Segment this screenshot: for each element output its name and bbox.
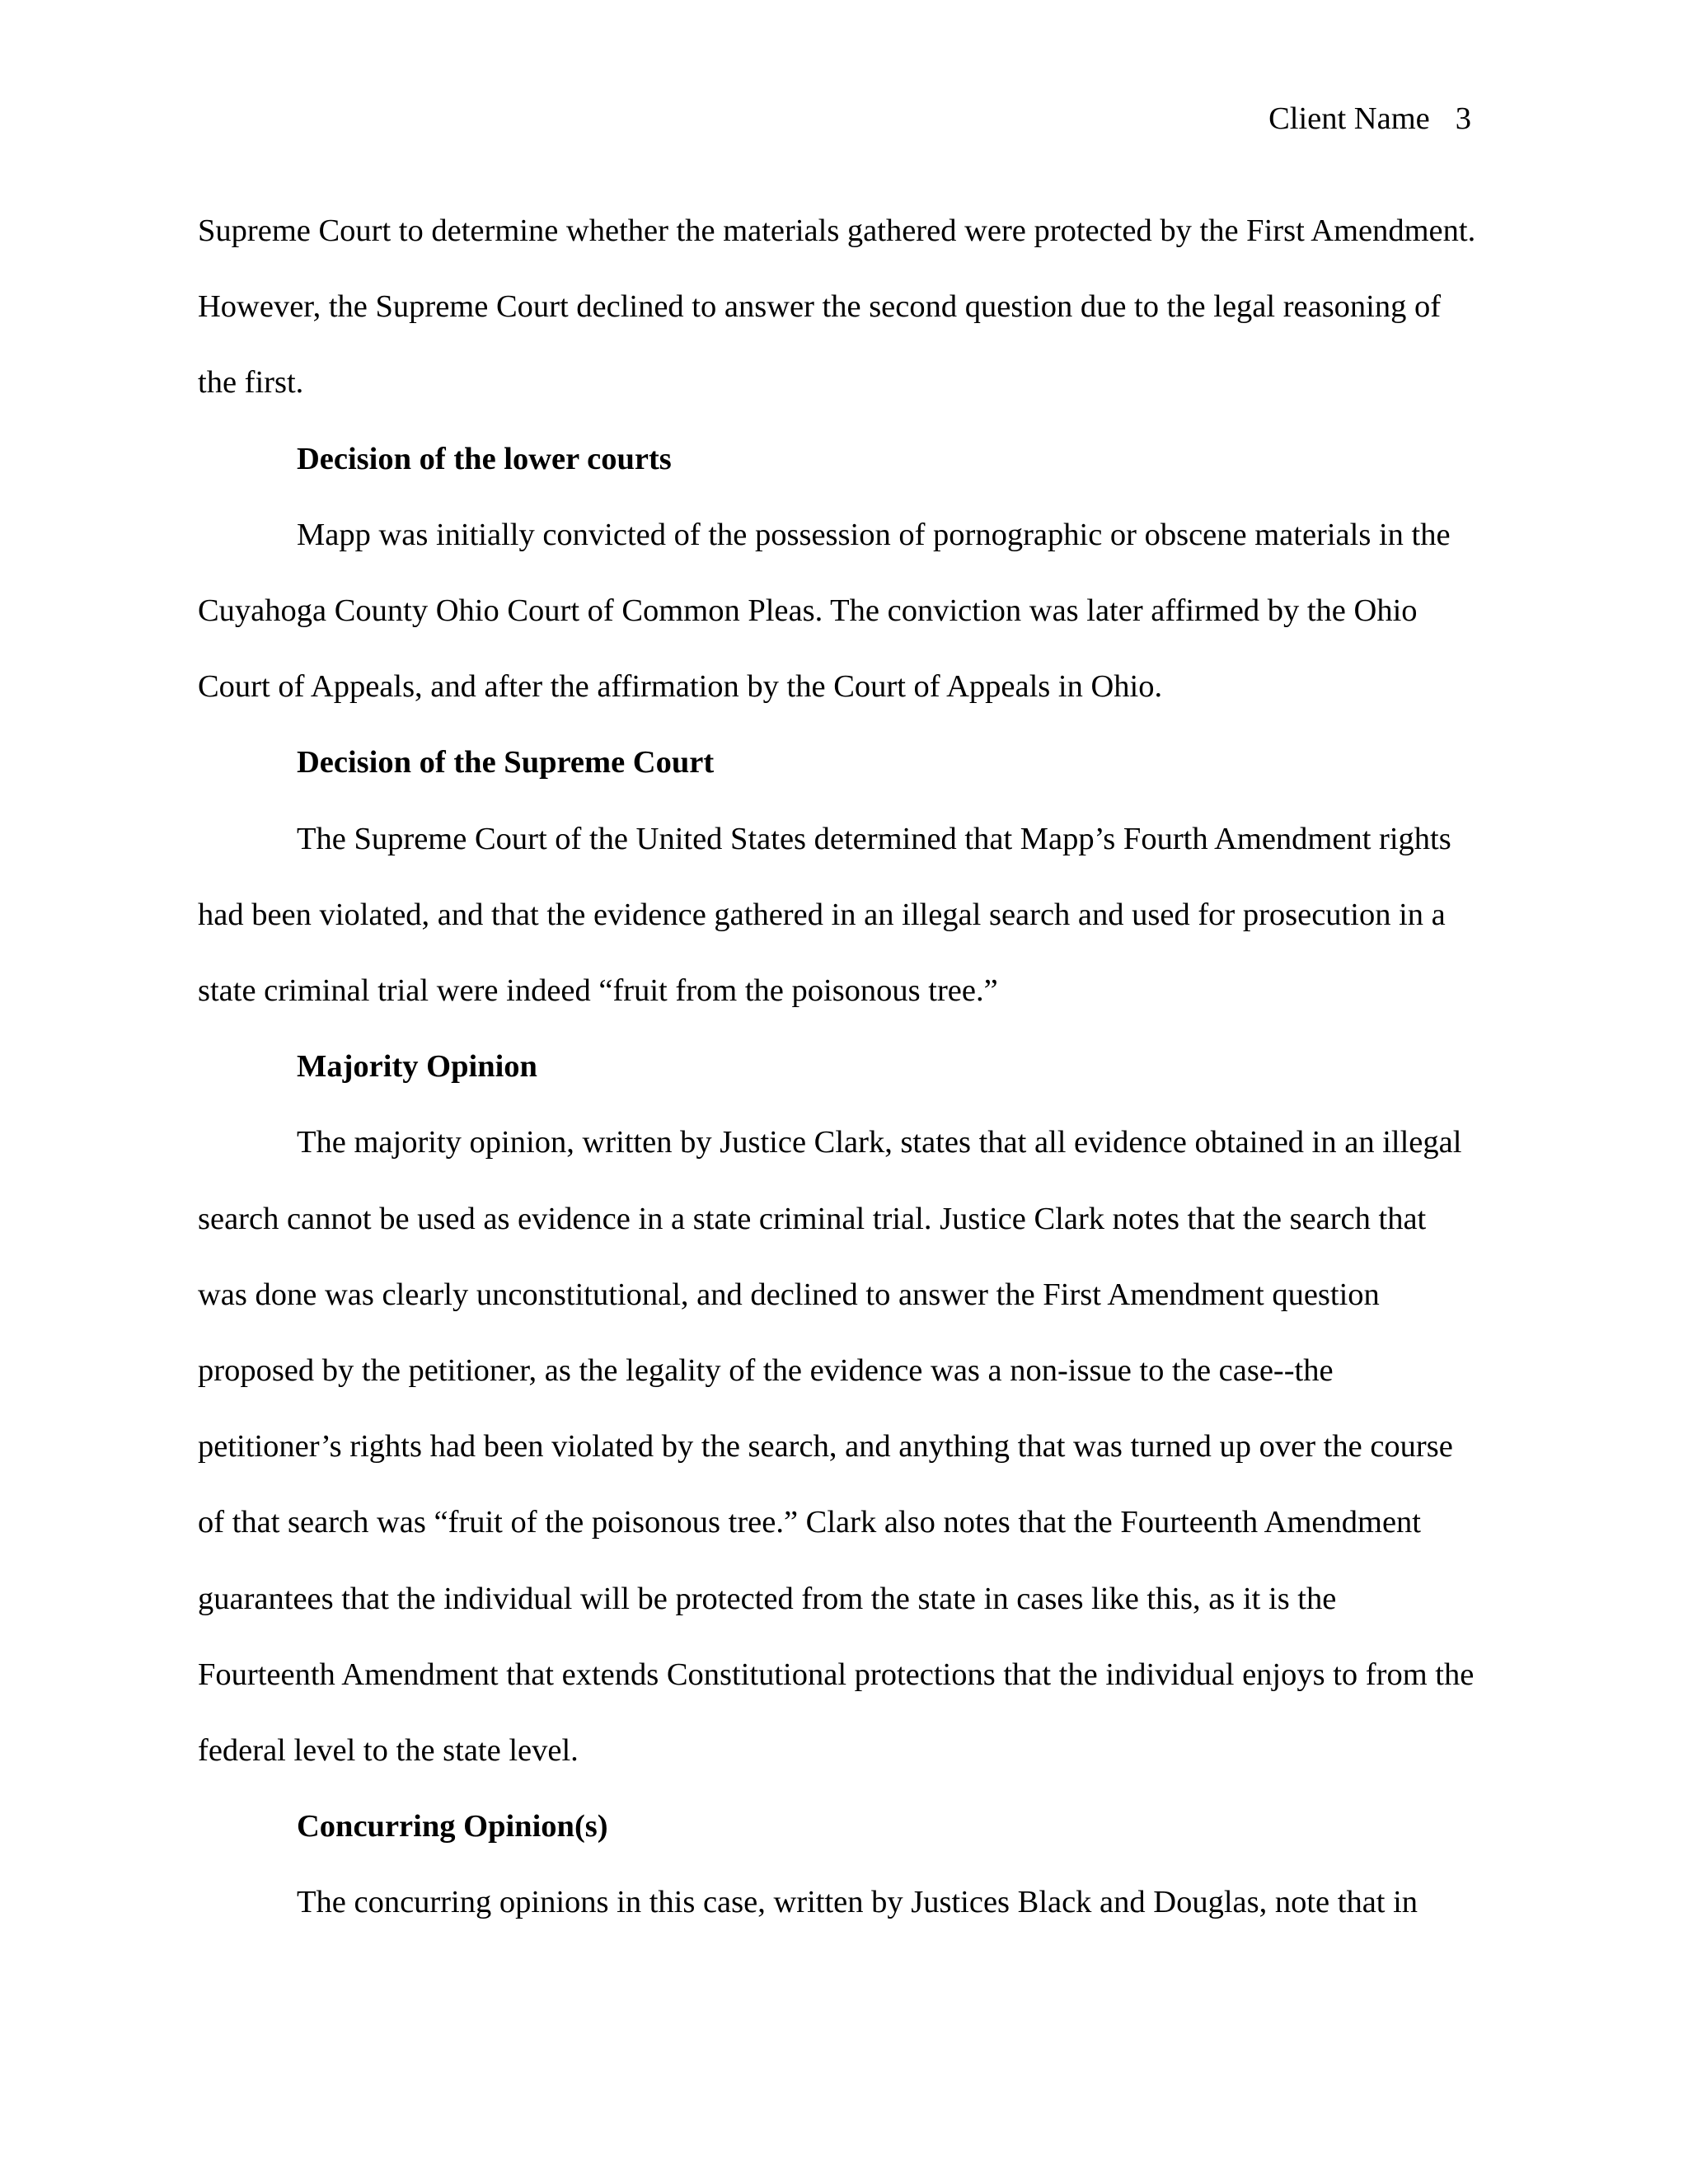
- section-heading: Concurring Opinion(s): [297, 1809, 608, 1844]
- running-head-title: Client Name: [1268, 101, 1430, 136]
- section-heading: Decision of the lower courts: [297, 441, 672, 476]
- paragraph: Mapp was initially convicted of the possession of pornographic or obscene materials in the Cuyahoga County Ohio Court of Common Pleas. The conviction was later affirmed by the Ohio Court of Appeals, and after the affirmation by the Court of Appeals in Ohio.: [198, 517, 1451, 705]
- paragraph: The majority opinion, written by Justice Clark, states that all evidence obtained in an illegal search cannot be used as evidence in a state criminal trial. Justice Clark notes that the search that was done was clearly unconstitutional, and declined to answer the First Amendment question proposed by the petitioner, as the legality of the evidence was a non-issue to the case--the petitioner’s rights had been violated by the search, and anything that was turned up over the course of that search was “fruit of the poisonous tree.” Clark also notes that the Fourteenth Amendment guarantees that the individual will be protected from the state in cases like this, as it is the Fourteenth Amendment that extends Constitutional protections that the individual enjoys to from the federal level to the state level.: [198, 1125, 1475, 1769]
- page-number: 3: [1455, 101, 1471, 136]
- section-heading: Majority Opinion: [297, 1049, 537, 1085]
- document-body: [198, 193, 1479, 1941]
- section-heading: Decision of the Supreme Court: [297, 745, 715, 780]
- paragraph: The Supreme Court of the United States determined that Mapp’s Fourth Amendment rights had been violated, and that the evidence gathered in an illegal search and used for prosecution in a state criminal trial were indeed “fruit from the poisonous tree.”: [198, 821, 1451, 1009]
- paragraph: The concurring opinions in this case, written by Justices Black and Douglas, note that in: [297, 1885, 1418, 1920]
- running-head: [1268, 96, 1471, 141]
- paragraph: Supreme Court to determine whether the materials gathered were protected by the First Amendment. However, the Supreme Court declined to answer the second question due to the legal reasoning of the first.: [198, 213, 1476, 401]
